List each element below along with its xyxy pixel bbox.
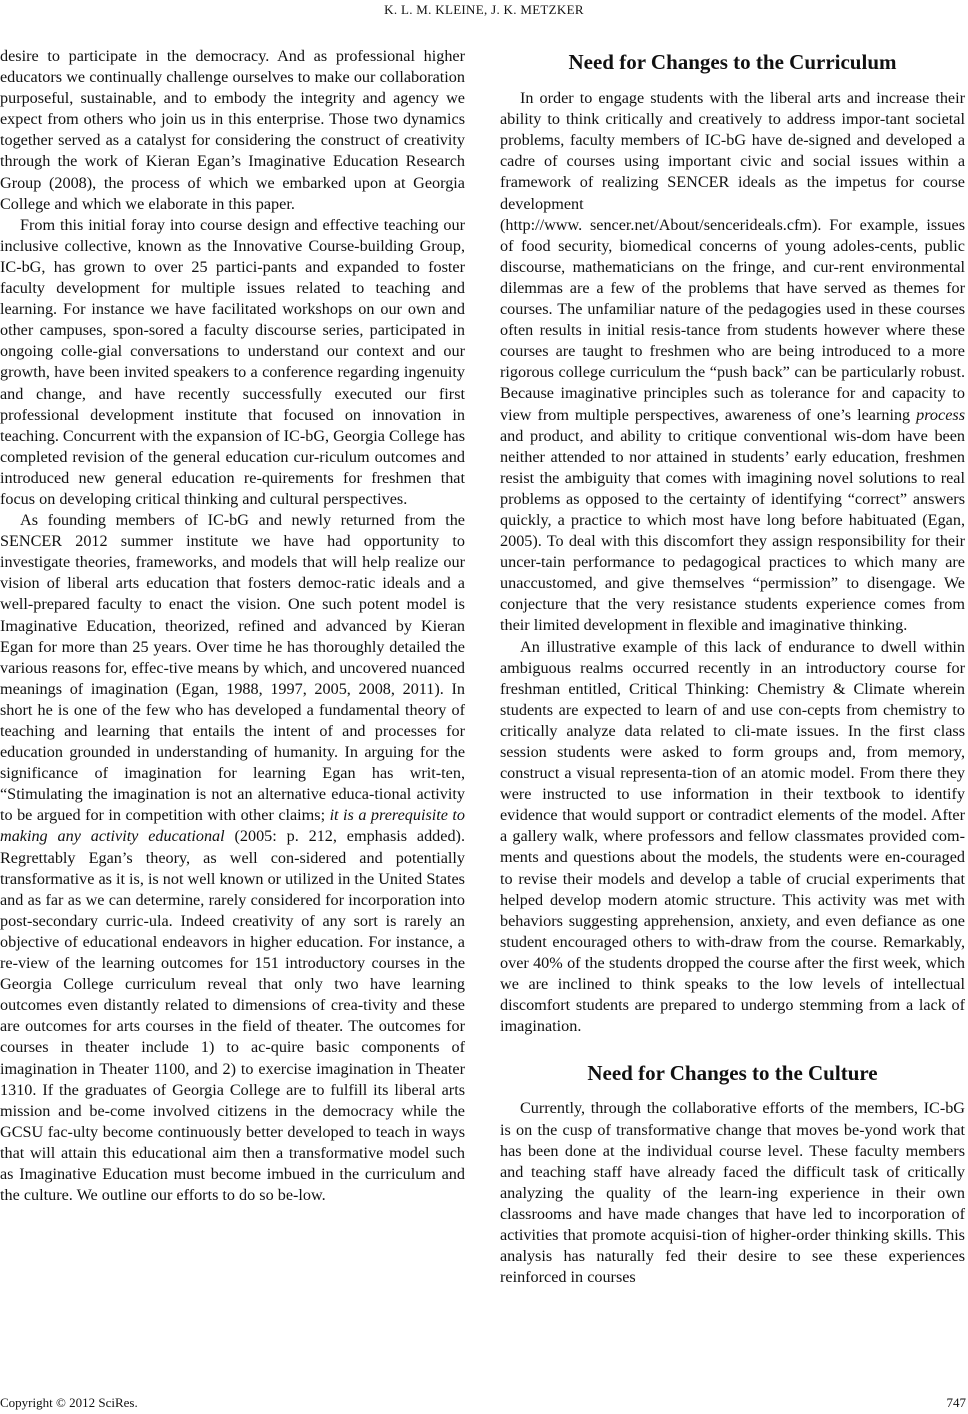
body-paragraph [0,510,465,1206]
page-number: 747 [946,1395,966,1410]
copyright-notice: Copyright © 2012 SciRes. [0,1395,138,1410]
section-heading: Need for Changes to the Culture [587,1061,878,1086]
body-paragraph [500,88,965,636]
text-run: As founding members of IC-bG and newly returned from the SENCER 2012 summer institute we have had opportunity to investigate theories, frameworks, and models that will help realize our vision of liberal arts education that fosters democ-ratic ideals and a well-prepared faculty to enact the vision. One such potent model is Imaginative Education, theorized, refined and advanced by Kieran Egan for more than 25 years. Over time he has thoroughly detailed the various reasons for, effec-tive means by which, and uncovered nuanced meanings of imagination (Egan, 1988, 1997, 2005, 2008, 2011). In short he is one of the few who has developed a fundamental theory of teaching and learning that entails the intent of and processes for education grounded in understanding of humanity. In arguing for the significance of imagination for learning Egan has writ-ten, “Stimulating the imagination is not an alternative educa-tional activity to be argued for in competition with other claims; [0,511,465,825]
text-run: (http://www. sencer.net/About/sencerideals.cfm). For example, issues of food security, biomedical concerns of young adoles-cents, public discourse, mathematicians on the fringe, and cur-rent environmental dilemmas are a few of the problems that have served as themes for courses. The unfamiliar nature of the pedagogies used in these courses often results in initial resis-tance from students however where these courses are taught to freshmen who are being introduced to a more rigorous college curriculum the “push back” can be particularly robust. Because imaginative principles such as tolerance for and capacity to view from multiple perspectives, awareness of one’s learning [500,215,965,424]
body-paragraph: An illustrative example of this lack of endurance to dwell within ambiguous realms occurred recently in an introductory course for freshman entitled, Critical Thinking: Chemistry & Climate wherein students are expected to learn of and use con-cepts from chemistry to critically analyze data related to cli-mate issues. In the first class session students were asked to form groups and, from memory, construct a visual representa-tion of an atomic model. From there they were instructed to use information in their textbook to identify evidence that would support or contradict elements of the model. After a gallery walk, where professors and fellow classmates provided com-ments and questions about the models, the students were en-couraged to revise their models and develop a table of crucial experiments that helped develop modern atomic structure. This activity was met with behaviors suggesting apprehension, anxiety, and even defiance as one student encouraged others to with-draw from the course. Remarkably, over 40% of the students dropped the course after the first week, which we are inclined to think speaks to the low levels of intellectual discomfort students are prepared to undergo stemming from a lack of imagination. [500,637,965,1036]
running-head: K. L. M. KLEINE, J. K. METZKER [384,2,584,17]
body-paragraph: desire to participate in the democracy. And as professional higher educators we continually challenge ourselves to make our collaboration purposeful, sustainable, and to embody the integrity and agency we expect from others who join us in this enterprise. Those two dynamics together served as a catalyst for considering the construct of creativity through the work of Kieran Egan’s Imaginative Education Research Group (2008), the process of which we embarked upon at Georgia College and which we elaborate in this paper. [0,47,465,213]
body-paragraph: From this initial foray into course design and effective teaching our inclusive collective, known as the Innovative Course-building Group, IC-bG, has grown to over 25 partici-pants and expanded to foster faculty development for multiple issues related to teaching and learning. For instance we have facilitated workshops on our own and other campuses, spon-sored a faculty discourse series, participated in ongoing colle-gial conversations to understand our context and our growth, have been invited speakers to a conference regarding ingenuity and change, and have recently successfully executed our first professional development institute that focused on innovation in teaching. Concurrent with the expansion of IC-bG, Georgia College has completed revision of the general education cur-riculum outcomes and introduced new general education re-quirements for freshmen that focus on developing critical thinking and cultural perspectives. [0,215,465,508]
emphasized-word: process [916,405,965,424]
text-run: and product, and ability to critique conventional wis-dom have been neither attended to nor attained in students’ early education, freshmen resist the ambiguity that comes with imagining novel solutions to real problems as opposed to the certainty of identifying “correct” answers quickly, a practice to which most have long before habituated (Egan, 2005). To deal with this discomfort they assign responsibility for their uncer-tain performance to pedagogical practices to which many are unaccustomed, and give themselves “permission” to disengage. We conjecture that the very resistance students experience comes from their limited development in flexible and imaginative thinking. [500,426,965,635]
left-column [0,46,465,1206]
body-paragraph: Currently, through the collaborative efforts of the members, IC-bG is on the cusp of transformative change that moves be-yond work that has been done at the individual course level. These faculty members and teaching staff have already faced the difficult task of critically analyzing the quality of the learn-ing experience in their own classrooms and have made changes that have led to incorporation of activities that promote acquisi-tion of higher-order thinking skills. This analysis has naturally fed their desire to see these experiences reinforced in courses [500,1099,965,1287]
text-run: (2005: p. 212, emphasis added). Regrettably Egan’s theory, as well con-sidered and potentially transformative as it is, is not well known or utilized in the United States and as far as we can determine, rarely considered for incorporation into post-secondary curric-ula. Indeed creativity of any sort is rarely an objective of educational endeavors in higher education. For instance, a re-view of the learning outcomes for 151 introductory courses in the Georgia College curriculum reveal that only two have learning outcomes even distantly related to dimensions of crea-tivity and these are outcomes for arts courses in the field of theater. The outcomes for courses in theater include 1) to ac-quire basic components of imagination in Theater 1100, and 2) to exercise imagination in Theater 1310. If the graduates of Georgia College are to fulfill its liberal arts mission and be-come involved citizens in the democracy while the GCSU fac-ulty become continuously better developed to teach in ways that will attain this educational aim then a transformative model such as Imaginative Education must become imbued in the curriculum and the culture. We outline our efforts to do so be-low. [0,827,465,1205]
section-heading: Need for Changes to the Curriculum [568,50,897,74]
right-column [500,52,965,1288]
emphasized-quote: it is a prerequisite to making any activity educational [0,806,465,846]
text-run: In order to engage students with the liberal arts and increase their ability to think critically and creatively to address impor-tant societal problems, faculty members of IC-bG have de-signed and developed a cadre of courses using important civic and social issues within a framework of realizing SENCER ideals as the impetus for course development [500,89,965,213]
